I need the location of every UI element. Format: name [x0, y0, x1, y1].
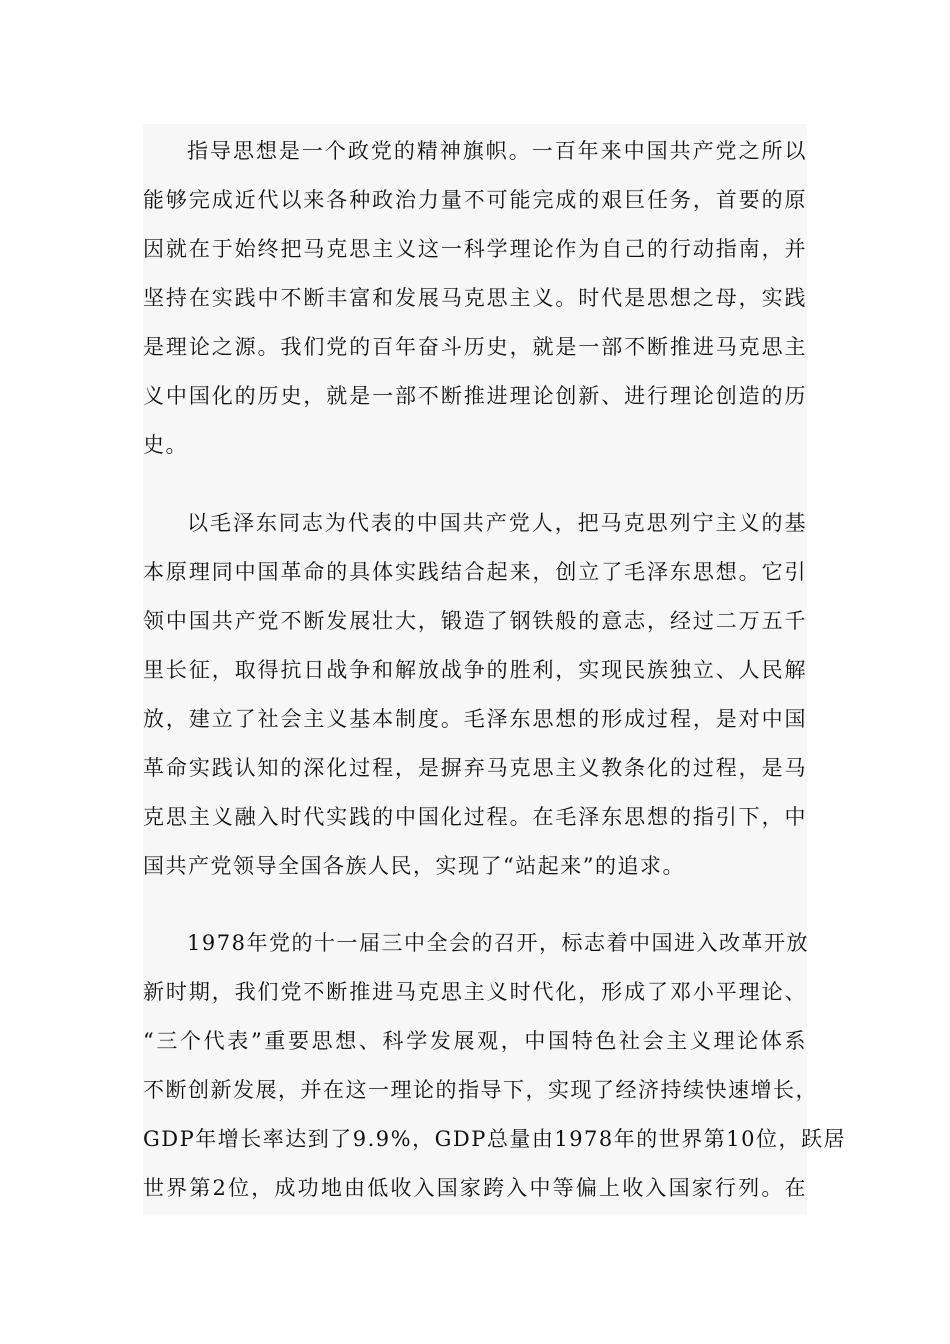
text-line: 以毛泽东同志为代表的中国共产党人，把马克思列宁主义的基 — [187, 511, 807, 535]
text-line: 指导思想是一个政党的精神旗帜。一百年来中国共产党之所以 — [187, 139, 807, 163]
text-line: 能够完成近代以来各种政治力量不可能完成的艰巨任务，首要的原 — [143, 188, 807, 212]
text-line: 因就在于始终把马克思主义这一科学理论作为自己的行动指南，并 — [143, 237, 807, 261]
text-line: 新时期，我们党不断推进马克思主义时代化，形成了邓小平理论、 — [143, 980, 807, 1004]
text-line: 克思主义融入时代实践的中国化过程。在毛泽东思想的指引下，中 — [143, 805, 807, 829]
text-line: 史。 — [143, 433, 188, 457]
text-line: 放，建立了社会主义基本制度。毛泽东思想的形成过程，是对中国 — [143, 707, 807, 731]
text-line: “三个代表”重要思想、科学发展观，中国特色社会主义理论体系 — [143, 1029, 807, 1053]
text-line: 坚持在实践中不断丰富和发展马克思主义。时代是思想之母，实践 — [143, 286, 807, 310]
text-line: 义中国化的历史，就是一部不断推进理论创新、进行理论创造的历 — [143, 384, 807, 408]
text-line: 革命实践认知的深化过程，是摒弃马克思主义教条化的过程，是马 — [143, 756, 807, 780]
paragraph-guiding-thought — [143, 127, 807, 470]
text-line: GDP年增长率达到了9.9%，GDP总量由1978年的世界第10位，跃居 — [143, 1127, 846, 1151]
paragraph-reform-and-opening — [143, 919, 846, 1213]
text-line: 国共产党领导全国各族人民，实现了“站起来”的追求。 — [143, 854, 685, 878]
text-line: 里长征，取得抗日战争和解放战争的胜利，实现民族独立、人民解 — [143, 658, 807, 682]
paragraph-mao-zedong-thought — [143, 499, 807, 891]
document-body — [143, 124, 846, 1214]
text-line: 不断创新发展，并在这一理论的指导下，实现了经济持续快速增长， — [143, 1078, 818, 1102]
text-line: 领中国共产党不断发展壮大，锻造了钢铁般的意志，经过二万五千 — [143, 609, 807, 633]
text-line: 本原理同中国革命的具体实践结合起来，创立了毛泽东思想。它引 — [143, 560, 807, 584]
text-line: 是理论之源。我们党的百年奋斗历史，就是一部不断推进马克思主 — [143, 335, 807, 359]
text-line: 世界第2位，成功地由低收入国家跨入中等偏上收入国家行列。在 — [143, 1176, 807, 1200]
text-line: 1978年党的十一届三中全会的召开，标志着中国进入改革开放 — [187, 931, 809, 955]
